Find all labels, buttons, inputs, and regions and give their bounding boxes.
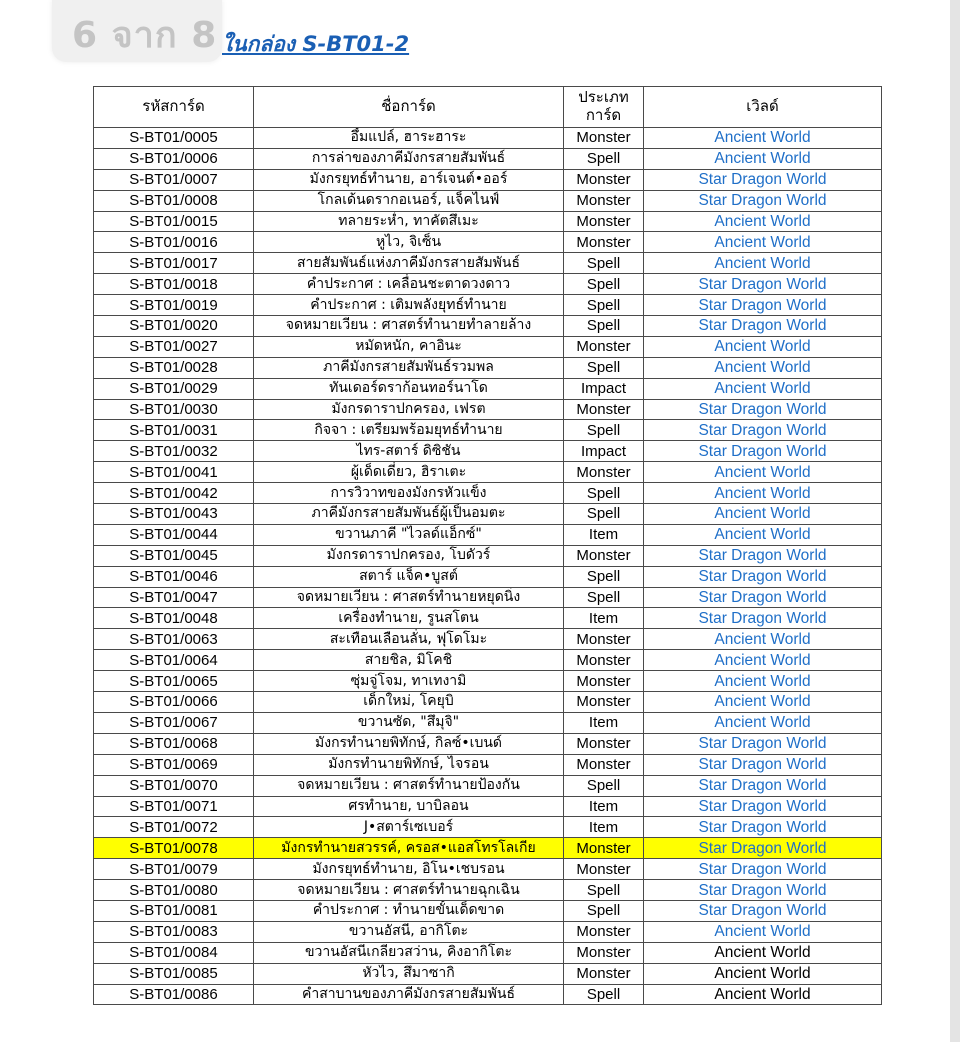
card-name-cell: มังกรทำนายสวรรค์, ครอส•แอสโทรโลเกีย [254,838,564,859]
card-name-cell: สะเทือนเลือนลั่น, ฟุโดโมะ [254,629,564,650]
table-row [94,733,882,754]
card-world-cell: Ancient World [644,336,882,357]
card-code-cell: S-BT01/0072 [94,817,254,838]
card-name-cell: ภาคีมังกรสายสัมพันธ์ผู้เป็นอมตะ [254,504,564,525]
card-world-cell: Star Dragon World [644,399,882,420]
table-row [94,587,882,608]
card-code-cell: S-BT01/0081 [94,900,254,921]
card-world-cell: Ancient World [644,378,882,399]
card-type-cell: Spell [564,984,644,1005]
card-name-cell: คำประกาศ : เคลื่อนชะตาดวงดาว [254,274,564,295]
page-edge-shadow [950,0,960,1042]
card-type-cell: Item [564,608,644,629]
card-type-cell: Monster [564,859,644,880]
card-type-cell: Spell [564,587,644,608]
card-code-cell: S-BT01/0018 [94,274,254,295]
card-type-cell: Spell [564,566,644,587]
card-type-cell: Monster [564,671,644,692]
card-world-cell: Ancient World [644,921,882,942]
table-row [94,838,882,859]
card-code-cell: S-BT01/0015 [94,211,254,232]
card-type-cell: Spell [564,357,644,378]
card-world-cell: Ancient World [644,232,882,253]
header-card-name: ชื่อการ์ด [254,87,564,128]
header-card-code: รหัสการ์ด [94,87,254,128]
card-world-cell: Star Dragon World [644,190,882,211]
card-name-cell: คำประกาศ : ทำนายขั้นเด็ดขาด [254,900,564,921]
card-world-cell: Star Dragon World [644,608,882,629]
card-world-cell: Ancient World [644,128,882,149]
card-world-cell: Star Dragon World [644,545,882,566]
table-row [94,671,882,692]
card-list-table [93,86,882,1005]
card-type-cell: Monster [564,462,644,483]
table-header-row [94,87,882,128]
card-world-cell: Ancient World [644,712,882,733]
card-world-cell: Ancient World [644,504,882,525]
card-code-cell: S-BT01/0008 [94,190,254,211]
card-type-cell: Spell [564,504,644,525]
card-type-cell: Spell [564,483,644,504]
card-name-cell: ขวานภาคี "ไวลด์แอ็กซ์" [254,524,564,545]
card-name-cell: เด็กใหม่, โคยุบิ [254,692,564,713]
card-type-cell: Monster [564,545,644,566]
card-name-cell: อึ้มแปล์, ฮาระฮาระ [254,128,564,149]
card-world-cell: Star Dragon World [644,796,882,817]
card-name-cell: สายชิล, มิโคชิ [254,650,564,671]
table-row [94,274,882,295]
table-row [94,420,882,441]
card-type-cell: Item [564,817,644,838]
card-world-cell: Star Dragon World [644,420,882,441]
card-world-cell: Star Dragon World [644,838,882,859]
card-world-cell: Star Dragon World [644,817,882,838]
card-name-cell: กิจจา : เตรียมพร้อมยุทธ์ทำนาย [254,420,564,441]
card-name-cell: ซุ่มจู่โจม, ทาเทงามิ [254,671,564,692]
card-world-cell: Ancient World [644,650,882,671]
card-name-cell: ขวานอัสนี, อากิโตะ [254,921,564,942]
card-rows [94,128,882,1005]
card-type-cell: Monster [564,921,644,942]
table-row [94,148,882,169]
table-row [94,378,882,399]
card-type-cell: Monster [564,692,644,713]
card-type-cell: Spell [564,253,644,274]
card-name-cell: มังกรดาราปกครอง, โบดัวร์ [254,545,564,566]
card-type-cell: Monster [564,942,644,963]
card-name-cell: สายสัมพันธ์แห่งภาคีมังกรสายสัมพันธ์ [254,253,564,274]
table-row [94,190,882,211]
card-type-cell: Spell [564,148,644,169]
card-code-cell: S-BT01/0019 [94,295,254,316]
card-code-cell: S-BT01/0048 [94,608,254,629]
card-type-cell: Impact [564,441,644,462]
table-row [94,316,882,337]
card-type-cell: Monster [564,128,644,149]
card-world-cell: Star Dragon World [644,775,882,796]
table-row [94,483,882,504]
card-name-cell: เครื่องทำนาย, รูนสโตน [254,608,564,629]
card-code-cell: S-BT01/0047 [94,587,254,608]
card-name-cell: การล่าของภาคีมังกรสายสัมพันธ์ [254,148,564,169]
card-type-cell: Spell [564,274,644,295]
card-code-cell: S-BT01/0044 [94,524,254,545]
card-name-cell: จดหมายเวียน : ศาสตร์ทำนายป้องกัน [254,775,564,796]
card-type-cell: Monster [564,211,644,232]
card-world-cell: Ancient World [644,483,882,504]
table-row [94,754,882,775]
card-name-cell: คำประกาศ : เติมพลังยุทธ์ทำนาย [254,295,564,316]
card-world-cell: Ancient World [644,984,882,1005]
card-code-cell: S-BT01/0071 [94,796,254,817]
card-world-cell: Ancient World [644,253,882,274]
card-name-cell: มังกรยุทธ์ทำนาย, อิโน•เชบรอน [254,859,564,880]
card-type-cell: Monster [564,838,644,859]
card-name-cell: จดหมายเวียน : ศาสตร์ทำนายทำลายล้าง [254,316,564,337]
card-world-cell: Star Dragon World [644,754,882,775]
card-code-cell: S-BT01/0068 [94,733,254,754]
card-type-cell: Impact [564,378,644,399]
table-row [94,441,882,462]
card-world-cell: Ancient World [644,692,882,713]
card-world-cell: Ancient World [644,462,882,483]
card-name-cell: ทันเดอร์ดราก้อนทอร์นาโด [254,378,564,399]
card-name-cell: โกลเด้นดรากอเนอร์, แจ็คไนฟ์ [254,190,564,211]
card-code-cell: S-BT01/0043 [94,504,254,525]
card-code-cell: S-BT01/0046 [94,566,254,587]
card-code-cell: S-BT01/0030 [94,399,254,420]
table-row [94,357,882,378]
card-type-cell: Item [564,524,644,545]
card-name-cell: หมัดหนัก, คาอินะ [254,336,564,357]
table-row [94,462,882,483]
card-code-cell: S-BT01/0064 [94,650,254,671]
card-code-cell: S-BT01/0065 [94,671,254,692]
card-name-cell: การวิวาทของมังกรหัวแข็ง [254,483,564,504]
card-name-cell: จดหมายเวียน : ศาสตร์ทำนายฉุกเฉิน [254,880,564,901]
card-name-cell: สตาร์ แจ็ค•บูสต์ [254,566,564,587]
table-row [94,692,882,713]
card-type-cell: Spell [564,900,644,921]
card-type-cell: Item [564,796,644,817]
card-name-cell: J•สตาร์เซเบอร์ [254,817,564,838]
table-row [94,817,882,838]
table-row [94,399,882,420]
card-code-cell: S-BT01/0069 [94,754,254,775]
card-code-cell: S-BT01/0078 [94,838,254,859]
card-code-cell: S-BT01/0031 [94,420,254,441]
card-type-cell: Item [564,712,644,733]
card-world-cell: Star Dragon World [644,316,882,337]
card-world-cell: Star Dragon World [644,274,882,295]
card-world-cell: Star Dragon World [644,900,882,921]
table-row [94,880,882,901]
table-row [94,253,882,274]
table-row [94,211,882,232]
header-card-type: ประเภท การ์ด [564,87,644,128]
card-world-cell: Star Dragon World [644,169,882,190]
card-type-cell: Spell [564,420,644,441]
table-row [94,524,882,545]
card-world-cell: Star Dragon World [644,587,882,608]
card-code-cell: S-BT01/0028 [94,357,254,378]
card-type-cell: Monster [564,336,644,357]
card-code-cell: S-BT01/0045 [94,545,254,566]
card-name-cell: ทลายระห่ำ, ทาคัตสึเมะ [254,211,564,232]
table-row [94,712,882,733]
card-name-cell: มังกรดาราปกครอง, เฟรต [254,399,564,420]
card-code-cell: S-BT01/0006 [94,148,254,169]
table-row [94,295,882,316]
header-world: เวิลด์ [644,87,882,128]
card-name-cell: ภาคีมังกรสายสัมพันธ์รวมพล [254,357,564,378]
card-world-cell: Star Dragon World [644,295,882,316]
table-row [94,566,882,587]
card-type-cell: Monster [564,169,644,190]
card-type-cell: Spell [564,775,644,796]
card-code-cell: S-BT01/0027 [94,336,254,357]
card-type-cell: Monster [564,963,644,984]
card-code-cell: S-BT01/0066 [94,692,254,713]
table-row [94,169,882,190]
card-code-cell: S-BT01/0005 [94,128,254,149]
card-name-cell: ศรทำนาย, บาบิลอน [254,796,564,817]
card-world-cell: Star Dragon World [644,859,882,880]
page-indicator: 6 จาก 8 [72,15,218,56]
card-code-cell: S-BT01/0080 [94,880,254,901]
card-world-cell: Ancient World [644,211,882,232]
card-world-cell: Ancient World [644,671,882,692]
card-world-cell: Star Dragon World [644,880,882,901]
card-code-cell: S-BT01/0029 [94,378,254,399]
card-world-cell: Ancient World [644,942,882,963]
card-type-cell: Monster [564,629,644,650]
card-code-cell: S-BT01/0070 [94,775,254,796]
table-row [94,775,882,796]
table-row [94,629,882,650]
table-row [94,232,882,253]
card-type-cell: Monster [564,754,644,775]
table-row [94,796,882,817]
table-row [94,545,882,566]
card-name-cell: ขวานอัสนีเกลียวสว่าน, คิงอากิโตะ [254,942,564,963]
card-world-cell: Ancient World [644,963,882,984]
card-code-cell: S-BT01/0079 [94,859,254,880]
card-type-cell: Monster [564,650,644,671]
card-world-cell: Ancient World [644,357,882,378]
card-code-cell: S-BT01/0032 [94,441,254,462]
card-type-cell: Monster [564,190,644,211]
table-row [94,963,882,984]
section-heading[interactable]: ในกล่อง S-BT01-2 [222,32,410,56]
card-code-cell: S-BT01/0067 [94,712,254,733]
card-code-cell: S-BT01/0041 [94,462,254,483]
card-world-cell: Star Dragon World [644,441,882,462]
table-row [94,900,882,921]
card-type-cell: Spell [564,880,644,901]
card-code-cell: S-BT01/0083 [94,921,254,942]
card-world-cell: Star Dragon World [644,733,882,754]
card-type-cell: Monster [564,232,644,253]
table-row [94,942,882,963]
card-code-cell: S-BT01/0085 [94,963,254,984]
card-code-cell: S-BT01/0020 [94,316,254,337]
page-indicator-badge [52,0,222,62]
table-row [94,504,882,525]
table-row [94,650,882,671]
card-code-cell: S-BT01/0042 [94,483,254,504]
table-row [94,128,882,149]
card-type-cell: Monster [564,399,644,420]
card-world-cell: Ancient World [644,148,882,169]
card-name-cell: จดหมายเวียน : ศาสตร์ทำนายหยุดนิ่ง [254,587,564,608]
card-name-cell: มังกรทำนายพิทักษ์, ไจรอน [254,754,564,775]
card-world-cell: Ancient World [644,524,882,545]
table-row [94,921,882,942]
card-type-cell: Spell [564,295,644,316]
card-name-cell: หัวไว, สึมาซากิ [254,963,564,984]
card-name-cell: หูไว, จิเซ็น [254,232,564,253]
card-name-cell: มังกรทำนายพิทักษ์, กิลซ์•เบนด์ [254,733,564,754]
card-code-cell: S-BT01/0007 [94,169,254,190]
card-type-cell: Monster [564,733,644,754]
card-name-cell: ผู้เด็ดเดี่ยว, ฮิราเตะ [254,462,564,483]
card-name-cell: ไทร-สตาร์ ดิซิชัน [254,441,564,462]
card-code-cell: S-BT01/0084 [94,942,254,963]
card-code-cell: S-BT01/0017 [94,253,254,274]
table-row [94,984,882,1005]
table-row [94,608,882,629]
table-row [94,336,882,357]
card-name-cell: มังกรยุทธ์ทำนาย, อาร์เจนต์•ออร์ [254,169,564,190]
card-world-cell: Star Dragon World [644,566,882,587]
card-name-cell: คำสาบานของภาคีมังกรสายสัมพันธ์ [254,984,564,1005]
card-type-cell: Spell [564,316,644,337]
card-name-cell: ขวานซัด, "สึมุจิ" [254,712,564,733]
card-code-cell: S-BT01/0063 [94,629,254,650]
table-row [94,859,882,880]
card-code-cell: S-BT01/0086 [94,984,254,1005]
card-code-cell: S-BT01/0016 [94,232,254,253]
card-world-cell: Ancient World [644,629,882,650]
